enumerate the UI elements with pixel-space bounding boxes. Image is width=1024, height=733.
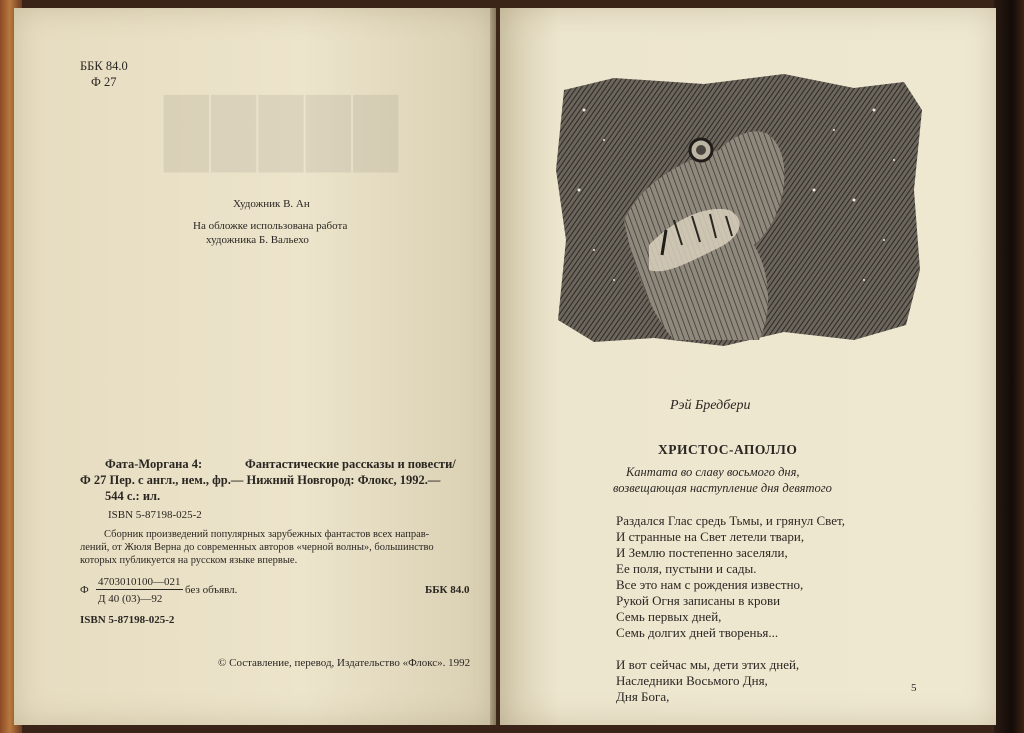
poem-line: И странные на Свет летели твари, xyxy=(616,529,805,544)
catalog-title: Фата-Моргана 4: xyxy=(105,457,203,471)
catalog-pages: 544 с.: ил. xyxy=(105,489,161,503)
poem-line: Все это нам с рождения известно, xyxy=(616,577,804,592)
annotation-line-2: лений, от Жюля Верна до современных авторов «черной волны», большинство xyxy=(80,542,434,553)
author-name: Рэй Бредбери xyxy=(670,398,751,413)
poem-line: Семь долгих дней творенья... xyxy=(616,625,779,640)
poem-line: И Землю постепенно заселяли, xyxy=(616,545,788,560)
poem-subtitle-line-2: возвещающая наступление дня девятого xyxy=(613,481,832,495)
copyright-line: © Составление, перевод, Издательство «Флокс». 1992 xyxy=(218,657,471,669)
fraction-denominator: Д 40 (03)—92 xyxy=(98,593,163,605)
illustration-hand-with-ring xyxy=(554,70,926,350)
cover-note-line-2: художника Б. Вальехо xyxy=(206,234,309,246)
bbk-code-top: ББК 84.0 xyxy=(80,59,128,73)
poem-line: Рукой Огня записаны в крови xyxy=(616,593,781,608)
cover-note-line-1: На обложке использована работа xyxy=(193,220,348,232)
poem-line: Раздался Глас средь Тьмы, и грянул Свет, xyxy=(616,513,845,528)
catalog-subtitle: Фантастические рассказы и повести/ xyxy=(245,457,456,471)
poem-subtitle-line-1: Кантата во славу восьмого дня, xyxy=(626,465,800,479)
book-cover-edge-right xyxy=(994,0,1024,733)
poem-title: ХРИСТОС-АПОЛЛО xyxy=(658,442,798,457)
poem-line: Дня Бога, xyxy=(616,689,670,704)
bbk-code-bottom: ББК 84.0 xyxy=(425,584,470,596)
fraction-prefix: Ф xyxy=(80,584,89,596)
page-number: 5 xyxy=(911,682,917,694)
catalog-imprint: Ф 27 Пер. с англ., нем., фр.— Нижний Новгород: Флокс, 1992.— xyxy=(80,473,441,487)
poem-line: Наследники Восьмого Дня, xyxy=(616,673,768,688)
no-advertisement-note: без объявл. xyxy=(185,584,238,596)
annotation-line-1: Сборник произведений популярных зарубежных фантастов всех направ- xyxy=(104,529,430,540)
isbn-upper: ISBN 5-87198-025-2 xyxy=(108,509,202,521)
bleed-through-shadow: █████ xyxy=(161,96,399,167)
poem-line: Ее поля, пустыни и сады. xyxy=(616,561,757,576)
artist-credit: Художник В. Ан xyxy=(233,198,310,210)
fraction-numerator: 4703010100—021 xyxy=(98,576,181,588)
poem-line: И вот сейчас мы, дети этих дней, xyxy=(616,657,800,672)
poem-line: Семь первых дней, xyxy=(616,609,722,624)
catalog-code-top: Ф 27 xyxy=(91,75,117,89)
isbn-lower: ISBN 5-87198-025-2 xyxy=(80,614,175,626)
annotation-line-3: которых публикуется на русском языке впервые. xyxy=(80,555,298,566)
